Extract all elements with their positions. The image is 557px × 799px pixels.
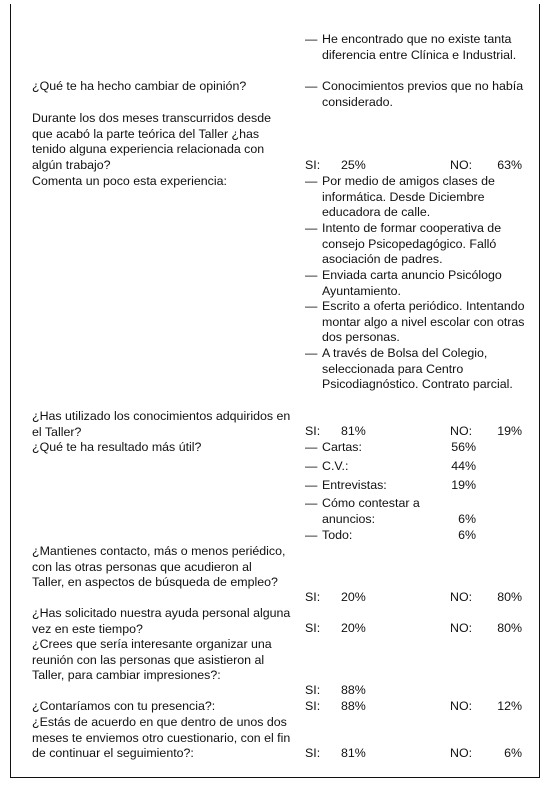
no-label: NO: bbox=[450, 158, 473, 172]
intro-answer: He encontrado que no existe tanta diferencia entre Clínica e Industrial. bbox=[322, 32, 517, 62]
answer-dash: — bbox=[305, 299, 318, 313]
comment-answer: Intento de formar cooperativa de consejo Psicopedagógico. Falló asociación de padres. bbox=[322, 221, 502, 266]
answer-change-opinion: Conocimientos previos que no había considerado. bbox=[322, 79, 524, 109]
no-label: NO: bbox=[450, 699, 473, 713]
si-label: SI: bbox=[305, 683, 321, 697]
useful-item-label: Entrevistas: bbox=[322, 478, 387, 492]
comment-answer: Escrito a oferta periódico. Intentando montar algo a nivel escolar con otras dos personas. bbox=[322, 299, 525, 344]
si-label: SI: bbox=[305, 158, 321, 172]
answer-dash: — bbox=[305, 496, 318, 510]
useful-item-label: Todo: bbox=[322, 528, 353, 542]
no-label: NO: bbox=[450, 746, 473, 760]
comment-answer: Por medio de amigos clases de informática. Desde Diciembre educadora de calle. bbox=[322, 174, 495, 219]
si-value: 25% bbox=[341, 158, 366, 172]
question-followup: ¿Estás de acuerdo en que dentro de unos dos meses te enviemos otro cuestionario, con el fin de continuar el seguimiento?: bbox=[32, 715, 291, 760]
question-change-opinion: ¿Qué te ha hecho cambiar de opinión? bbox=[32, 79, 247, 93]
no-value: 63% bbox=[497, 158, 522, 172]
answer-dash: — bbox=[305, 459, 318, 473]
useful-item-label: C.V.: bbox=[322, 459, 349, 473]
useful-item-value: 6% bbox=[458, 528, 476, 542]
si-label: SI: bbox=[305, 621, 321, 635]
useful-item-value: 19% bbox=[451, 478, 476, 492]
no-value: 80% bbox=[497, 621, 522, 635]
useful-item-value: 44% bbox=[451, 459, 476, 473]
si-value: 81% bbox=[341, 424, 366, 438]
si-value: 88% bbox=[341, 699, 366, 713]
no-label: NO: bbox=[450, 621, 473, 635]
question-comment: Comenta un poco esta experiencia: bbox=[32, 174, 227, 188]
comment-answer: A través de Bolsa del Colegio, seleccionada para Centro Psicodiagnóstico. Contrato parcial. bbox=[322, 346, 513, 391]
answer-dash: — bbox=[305, 440, 318, 454]
question-experience: Durante los dos meses transcurridos desde que acabó la parte teórica del Taller ¿has tenido alguna experiencia relacionada con algún trabajo? bbox=[32, 111, 271, 172]
no-value: 19% bbox=[497, 424, 522, 438]
comment-answer: Enviada carta anuncio Psicólogo Ayuntamiento. bbox=[322, 268, 502, 298]
answer-dash: — bbox=[305, 478, 318, 492]
useful-item-value: 6% bbox=[458, 512, 476, 526]
si-value: 88% bbox=[341, 683, 366, 697]
question-presence: ¿Contaríamos con tu presencia?: bbox=[32, 699, 216, 713]
si-value: 20% bbox=[341, 590, 366, 604]
question-contact: ¿Mantienes contacto, más o menos periédico, con las otras personas que acudieron al Taller, en aspectos de búsqueda de empleo? bbox=[32, 544, 286, 589]
si-label: SI: bbox=[305, 699, 321, 713]
useful-item-label: Cartas: bbox=[322, 440, 362, 454]
si-value: 81% bbox=[341, 746, 366, 760]
si-value: 20% bbox=[341, 621, 366, 635]
answer-dash: — bbox=[305, 174, 318, 188]
si-label: SI: bbox=[305, 590, 321, 604]
question-help: ¿Has solicitado nuestra ayuda personal alguna vez en este tiempo? bbox=[32, 606, 291, 636]
si-label: SI: bbox=[305, 424, 321, 438]
answer-dash: — bbox=[305, 221, 318, 235]
si-label: SI: bbox=[305, 746, 321, 760]
no-value: 80% bbox=[497, 590, 522, 604]
answer-dash: — bbox=[305, 79, 318, 93]
answer-dash: — bbox=[305, 268, 318, 282]
answer-dash: — bbox=[305, 32, 318, 46]
answer-dash: — bbox=[305, 528, 318, 542]
question-meeting: ¿Crees que sería interesante organizar una reunión con las personas que asistieron al Taller, para cambiar impresiones?: bbox=[32, 637, 272, 682]
question-used-knowledge: ¿Has utilizado los conocimientos adquiridos en el Taller? bbox=[32, 409, 291, 439]
answer-dash: — bbox=[305, 346, 318, 360]
no-value: 6% bbox=[504, 746, 522, 760]
no-label: NO: bbox=[450, 590, 473, 604]
no-label: NO: bbox=[450, 424, 473, 438]
no-value: 12% bbox=[497, 699, 522, 713]
question-most-useful: ¿Qué te ha resultado más útil? bbox=[32, 440, 202, 454]
useful-item-label: Cómo contestar a anuncios: bbox=[322, 496, 420, 526]
useful-item-value: 56% bbox=[451, 440, 476, 454]
